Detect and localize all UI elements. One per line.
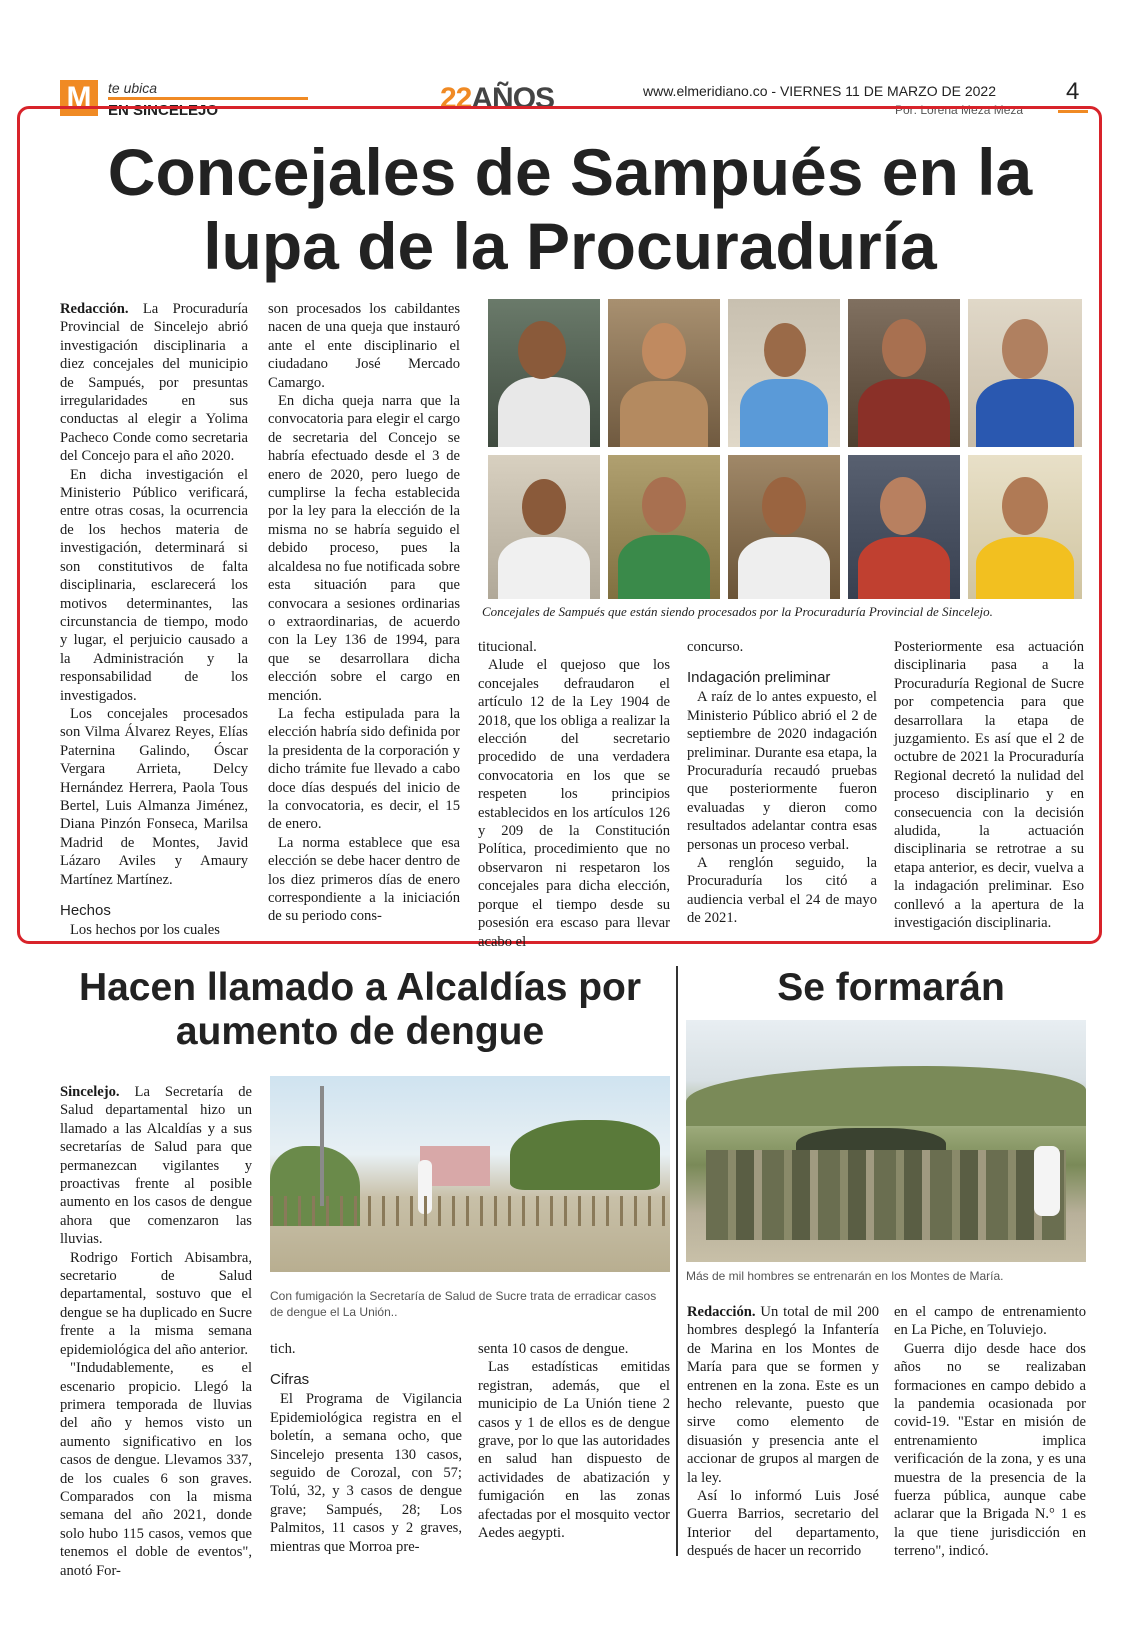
article-column-5 xyxy=(894,638,1084,933)
lead-paragraph xyxy=(687,1303,879,1487)
paragraph: tich. xyxy=(270,1341,296,1357)
paragraph: El Programa de Vigilancia Epidemiológica registra en el boletín, a semana ocho, que Sincelejo presenta 130 casos, seguido de Corozal, con 57; Tolú, 32, y 3 casos de dengue grave; Sampués, 28; Los Palmitos, 11 casos y 2 graves, mientras que Morroa pre- xyxy=(270,1391,462,1555)
paragraph: concurso. xyxy=(687,639,744,655)
site-and-date: www.elmeridiano.co - VIERNES 11 DE MARZO DE 2022 xyxy=(643,83,996,99)
paragraph: Así lo informó Luis José Guerra Barrios, secretario del Interior del departamento, después de hacer un recorrido xyxy=(687,1488,879,1560)
paragraph-text: Un total de mil 200 hombres desplegó la Infantería de Marina en los Montes de María para que se formen y entrenen en la zona. Este es un hecho relevante, puesto que sirve como elemento de disuasión y presencia ante el accionar de grupos al margen de la ley. xyxy=(687,1304,879,1486)
subheading: Hechos xyxy=(60,902,111,919)
councillor-photo xyxy=(488,455,600,599)
paragraph: Los concejales procesados son Vilma Álvarez Reyes, Elías Paternina Galindo, Óscar Vergara Arrieta, Delcy Hernández Herrera, Paola Tous Bertel, Luis Almanza Jiménez, Diana Pinzón Fonseca, Marilsa Madrid de Montes, Javid Lázaro Aviles y Amaury Martínez Martínez. xyxy=(60,705,248,888)
photo-pole xyxy=(320,1086,324,1206)
paragraph: "Indudablemente, es el escenario propicio. Llegó la primera temporada de lluvias del año y hemos visto un aumento significativo en los casos de dengue. Llevamos 337, de los cuales 6 son graves. Comparados con la misma semana del año 2021, donde solo hubo 115 casos, vemos que tenemos el doble de eventos", anotó For- xyxy=(60,1360,252,1579)
paragraph: en el campo de entrenamiento en La Piche, en Toluviejo. xyxy=(894,1304,1086,1339)
dateline: Sincelejo. xyxy=(60,1084,120,1100)
article-column-3 xyxy=(478,638,670,951)
photo-tree xyxy=(510,1120,660,1190)
paragraph: Guerra dijo desde hace dos años no se realizaban formaciones en campo debido a la pandemia ocasionada por covid-19. "Estar en misión de entrenamiento implica verificación de la zona, y es una muestra de la presencia de la fuerza pública, aunque cabe aclarar que la Brigada N.° 1 es la que tiene jurisdicción en terreno", indicó. xyxy=(894,1340,1086,1560)
councillor-photo xyxy=(968,299,1082,447)
subheading: Cifras xyxy=(270,1371,310,1389)
councillor-photo xyxy=(848,299,960,447)
paragraph: A renglón seguido, la Procuraduría los citó a audiencia verbal el 24 de mayo de 2021. xyxy=(687,855,877,927)
photo-caption: Concejales de Sampués que están siendo procesados por la Procuraduría Provincial de Sincelejo. xyxy=(482,604,993,619)
article-column-2 xyxy=(268,300,460,926)
paragraph: Posteriormente esa actuación disciplinaria pasa a la Procuraduría Regional de Sucre por competencia para que desarrollara la etapa de juzgamiento. Es así que el 2 de octubre de 2021 la Procuraduría Regional decretó la nulidad del proceso disciplinario y en consecuencia con la decisión aludida, la actuación disciplinaria se retrotrae a su etapa anterior, es decir, vuelva a la indagación preliminar. Eso conllevó a la apertura de la investigación disciplinaria. xyxy=(894,639,1084,932)
lead-paragraph xyxy=(60,1083,252,1249)
subheading: Indagación preliminar xyxy=(687,669,831,687)
paragraph: La fecha estipulada para la elección habría sido definida por la presidenta de la corporación y dicho trámite fue llevado a cabo doce días después del inicio de la convocatoria, es decir, el 15 de enero. xyxy=(268,705,460,833)
councillor-photo xyxy=(488,299,600,447)
article-column-2 xyxy=(894,1303,1086,1561)
section-tagline: te ubica xyxy=(108,80,158,96)
photo-soldiers xyxy=(706,1150,1066,1240)
councillors-photo-grid xyxy=(488,299,1082,599)
paragraph: titucional. xyxy=(478,639,537,655)
anniversary-number: 22 xyxy=(440,82,472,115)
fumigation-photo xyxy=(270,1076,670,1272)
dateline: Redacción. xyxy=(60,301,129,317)
header-accent-line xyxy=(108,97,308,100)
paragraph: A raíz de lo antes expuesto, el Ministerio Público abrió el 2 de septiembre de 2020 indagación preliminar. Durante esa etapa, la Procuraduría recaudó pruebas que posteriormente fueron evaluadas y dieron como resultados adelantar contra esas personas un proceso verbal. xyxy=(687,689,877,853)
article-column-1 xyxy=(60,1083,252,1580)
photo-caption: Más de mil hombres se entrenarán en los Montes de María. xyxy=(686,1269,1004,1283)
councillor-photo xyxy=(728,299,840,447)
councillor-photo xyxy=(728,455,840,599)
article-column-4 xyxy=(687,638,877,928)
training-photo xyxy=(686,1020,1086,1262)
article-headline: Concejales de Sampués en la lupa de la Procuraduría xyxy=(107,135,1033,283)
section-name: EN SINCELEJO xyxy=(108,102,219,119)
dateline: Redacción. xyxy=(687,1304,756,1320)
photo-civilian xyxy=(1034,1146,1060,1216)
column-divider xyxy=(676,966,678,1556)
byline: Por: Lorena Meza Meza xyxy=(895,103,1024,117)
paragraph-text: La Procuraduría Provincial de Sincelejo abrió investigación disciplinaria a diez concejales del municipio de Sampués, por presuntas irregularidades en sus conductas al elegir a Yolima Pacheco Conde como secretaria del Concejo para el año 2020. xyxy=(60,301,248,465)
article-column-1 xyxy=(687,1303,879,1561)
councillor-photo xyxy=(608,455,720,599)
paragraph: Los hechos por los cuales xyxy=(70,922,220,938)
anniversary-word: AÑOS xyxy=(471,82,555,115)
paragraph: En dicha queja narra que la convocatoria para elegir el cargo de secretaria del Concejo se habría efectuado desde el 3 de enero de 2020, pero luego de cumplirse la fecha establecida por la ley para la elección de la misma no se habría seguido el debido proceso, pues la alcaldesa no fue notificada sobre esta situación para que convocara a sesiones ordinarias o extraordinarias, de acuerdo con la Ley 136 de 1994, para que se desarrollara dicha elección sobre el cargo en mención. xyxy=(268,393,460,704)
paragraph: La norma establece que esa elección se debe hacer dentro de los diez primeros días de enero correspondiente a la iniciación de su periodo cons- xyxy=(268,834,460,925)
paragraph: Las estadísticas emitidas registran, además, que el municipio de La Unión tiene 2 casos y 1 de ellos es de dengue grave, por lo que las autoridades en salud han dispuesto de actividades de abatización y fumigación en las zonas afectadas por el mosquito vector Aedes aegypti. xyxy=(478,1359,670,1542)
article-column-1 xyxy=(60,300,248,939)
article-headline: Se formarán xyxy=(777,966,1005,1009)
councillor-photo xyxy=(608,299,720,447)
article-column-2 xyxy=(270,1340,462,1556)
paragraph-text: La Secretaría de Salud departamental hizo un llamado a las Alcaldías y a sus secretarías de Salud para que permanezcan vigilantes y proactivas frente al posible aumento en los casos de dengue ahora que comenzaron las lluvias. xyxy=(60,1084,252,1248)
councillor-photo xyxy=(968,455,1082,599)
paragraph: En dicha investigación el Ministerio Público verificará, entre otras cosas, la ocurrencia de los hechos materia de investigación, determinará si son constitutivos de falta disciplinaria, esclarecerá los motivos determinantes, las circunstancia de tiempo, modo y lugar, el perjuicio causado a la Administración y la responsabilidad de los investigados. xyxy=(60,466,248,704)
paragraph: senta 10 casos de dengue. xyxy=(478,1341,629,1357)
paragraph: Alude el quejoso que los concejales defraudaron el artículo 12 de la Ley 1904 de 2018, que los obliga a realizar la elección del secretario procedido de una verdadera convocatoria en los que se respeten los principios establecidos en los artículos 126 y 209 de la Constitución Política, procedimiento que no observaron ni respetaron los concejales para dicha elección, porque el tiempo desde su posesión era escaso para llevar acabo el xyxy=(478,657,670,950)
newspaper-logo: M xyxy=(60,80,98,116)
photo-caption: Con fumigación la Secretaría de Salud de Sucre trata de erradicar casos de dengue el La Unión.. xyxy=(270,1289,657,1319)
page-number: 4 xyxy=(1066,78,1080,105)
photo-fence xyxy=(270,1196,670,1226)
article-headline: Hacen llamado a Alcaldías por aumento de dengue xyxy=(78,966,642,1053)
photo-hills xyxy=(686,1066,1086,1126)
lead-paragraph xyxy=(60,300,248,466)
paragraph: Rodrigo Fortich Abisambra, secretario de Salud departamental, sostuvo que el dengue se ha duplicado en Sucre frente a la misma semana epidemiológica del año anterior. xyxy=(60,1249,252,1358)
article-column-3 xyxy=(478,1340,670,1542)
paragraph: son procesados los cabildantes nacen de una queja que instauró ante el ente disciplinario el ciudadano José Mercado Camargo. xyxy=(268,301,460,391)
councillor-photo xyxy=(848,455,960,599)
